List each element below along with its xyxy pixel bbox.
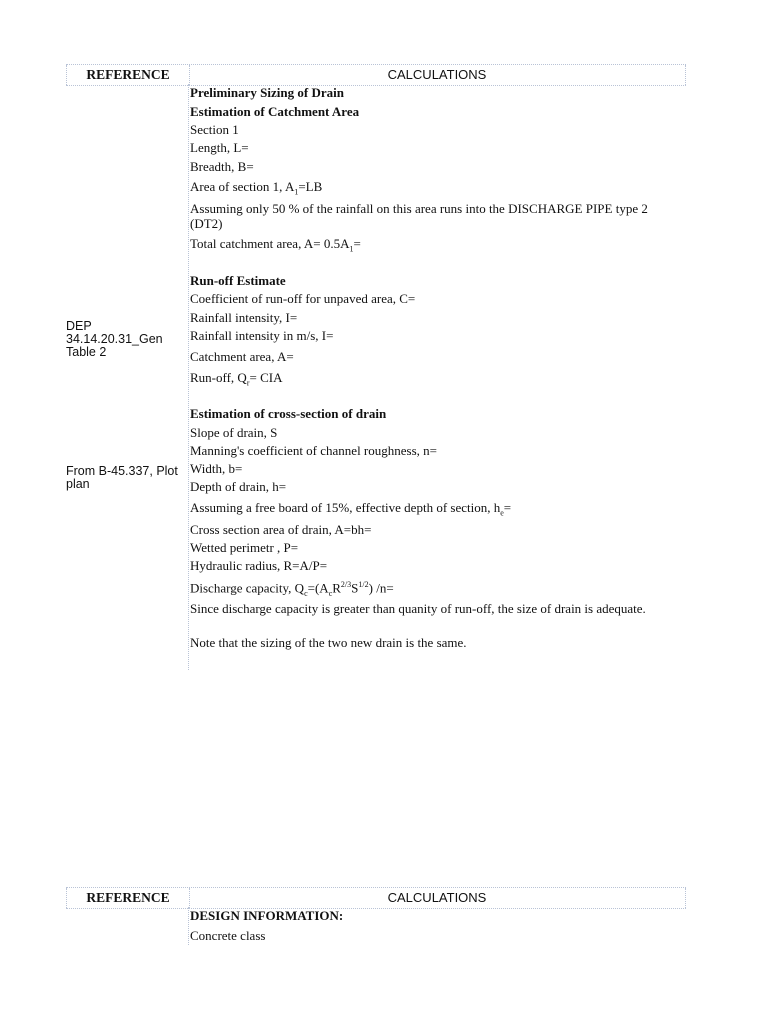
- calc-line: Width, b=: [190, 461, 243, 476]
- calc-line: Discharge capacity, $Q_c=(A_cR^{2/3}S^{1/2})$ /n=: [190, 580, 394, 598]
- table-header: [66, 887, 686, 909]
- header-calculations: CALCULATIONS: [189, 888, 686, 908]
- calc-line: Depth of drain, h=: [190, 479, 287, 494]
- calc-line: Concrete class: [190, 928, 266, 943]
- table-header: [66, 64, 686, 86]
- section-title-cross-section: Estimation of cross-section of drain: [190, 406, 387, 421]
- calc-line: Hydraulic radius, R=A/P=: [190, 558, 328, 573]
- calc-line: Manning's coefficient of channel roughness, n=: [190, 443, 437, 458]
- column-divider: [188, 84, 189, 670]
- calc-line: Area of section 1, $A_1=LB$: [190, 179, 323, 197]
- calc-line: Coefficient of run-off for unpaved area, C=: [190, 291, 416, 306]
- calculation-table-2: [66, 887, 686, 947]
- section-title-preliminary: Preliminary Sizing of Drain: [190, 85, 344, 100]
- header-reference: REFERENCE: [66, 888, 190, 908]
- calc-line: Note that the sizing of the two new drain is the same.: [190, 635, 467, 650]
- calc-line: Total catchment area, $A= 0.5A_1=$: [190, 236, 361, 254]
- section-title-runoff: Run-off Estimate: [190, 273, 286, 288]
- section-title-design-information: DESIGN INFORMATION:: [190, 908, 344, 923]
- calc-line: Rainfall intensity, I=: [190, 310, 298, 325]
- reference-plot-plan: From B-45.337, Plot plan: [66, 464, 178, 491]
- calc-line: Assuming a free board of 15%, effective depth of section, $h_e=$: [190, 500, 512, 518]
- calc-line: Length, L=: [190, 140, 249, 155]
- calc-line: Run-off, $Q_r=$ CIA: [190, 370, 283, 388]
- calculation-table-1: [66, 64, 686, 664]
- calc-line: Assuming only 50 % of the rainfall on this area runs into the DISCHARGE PIPE type 2 (DT2): [190, 201, 648, 231]
- section-title-catchment: Estimation of Catchment Area: [190, 104, 360, 119]
- calc-line: Rainfall intensity in m/s, I=: [190, 328, 334, 343]
- reference-dep: DEP 34.14.20.31_Gen Table 2: [66, 319, 163, 359]
- calc-line: Cross section area of drain, A=bh=: [190, 522, 372, 537]
- column-divider: [188, 907, 189, 945]
- header-reference: REFERENCE: [66, 65, 190, 85]
- header-calculations: CALCULATIONS: [189, 65, 686, 85]
- calc-line: Since discharge capacity is greater than quanity of run-off, the size of drain is adequate.: [190, 601, 646, 616]
- calc-line: Catchment area, A=: [190, 349, 294, 364]
- calc-line: Slope of drain, S: [190, 425, 278, 440]
- calc-line: Breadth, B=: [190, 159, 254, 174]
- calc-line: Section 1: [190, 122, 239, 137]
- calc-line: Wetted perimetr , P=: [190, 540, 299, 555]
